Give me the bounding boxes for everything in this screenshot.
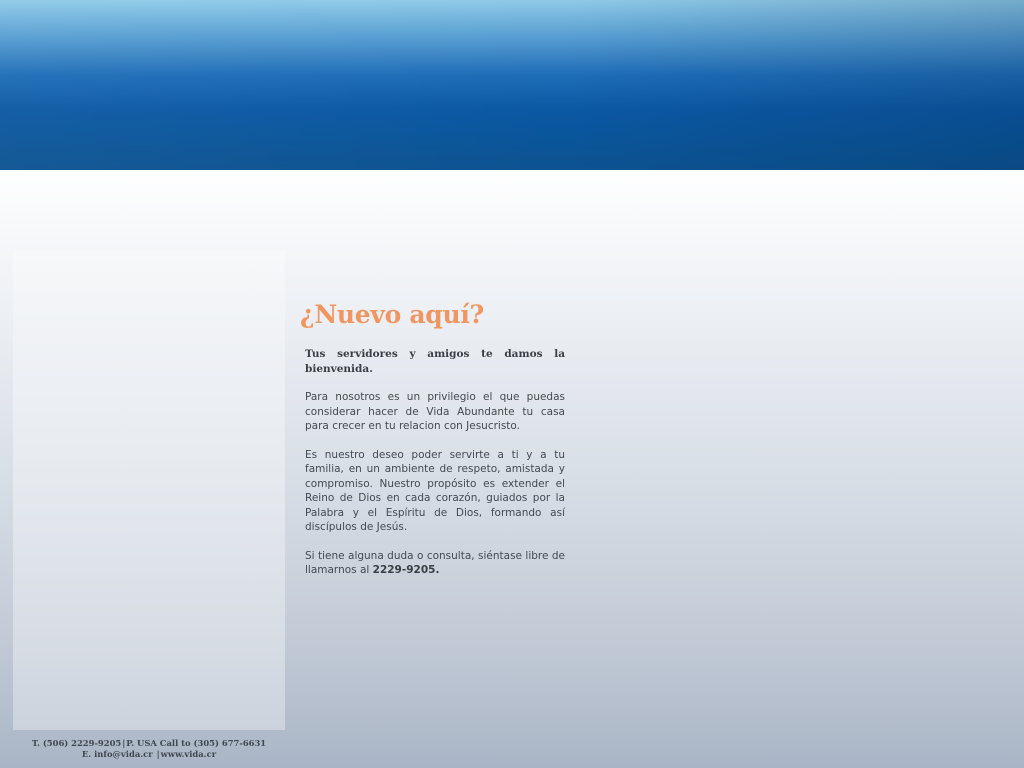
footer-contact bbox=[13, 738, 285, 760]
footer-usa-phone: P. USA Call to (305) 677-6631 bbox=[126, 738, 267, 748]
header-banner bbox=[0, 0, 1024, 170]
footer-separator: | bbox=[122, 738, 126, 748]
footer-website[interactable]: www.vida.cr bbox=[160, 749, 217, 759]
footer-phone: T. (506) 2229-9205 bbox=[31, 738, 122, 748]
footer-line-phones bbox=[13, 738, 285, 749]
welcome-lead: Tus servidores y amigos te damos la bienvenida. bbox=[305, 348, 565, 375]
side-panel bbox=[13, 250, 285, 730]
contact-phone: 2229-9205. bbox=[372, 564, 440, 576]
welcome-paragraph-privilege: Para nosotros es un privilegio el que puedas considerar hacer de Vida Abundante tu casa para crecer en tu relacion con Jesucristo. bbox=[305, 391, 565, 432]
footer-line-web bbox=[13, 749, 285, 760]
welcome-content bbox=[300, 300, 565, 592]
welcome-paragraph-contact bbox=[305, 549, 565, 578]
footer-email[interactable]: E. info@vida.cr bbox=[81, 749, 153, 759]
welcome-paragraph-purpose: Es nuestro deseo poder servirte a ti y a tu familia, en un ambiente de respeto, amistada y compromiso. Nuestro propósito es extender el Reino de Dios en cada corazón, guiados por la Palabra y el Espíritu de Dios, formando así discípulos de Jesús. bbox=[305, 448, 565, 533]
footer-separator: | bbox=[156, 749, 160, 759]
contact-text: Si tiene alguna duda o consulta, siéntase libre de llamarnos al bbox=[305, 549, 565, 576]
page-title: ¿Nuevo aquí? bbox=[300, 300, 484, 329]
